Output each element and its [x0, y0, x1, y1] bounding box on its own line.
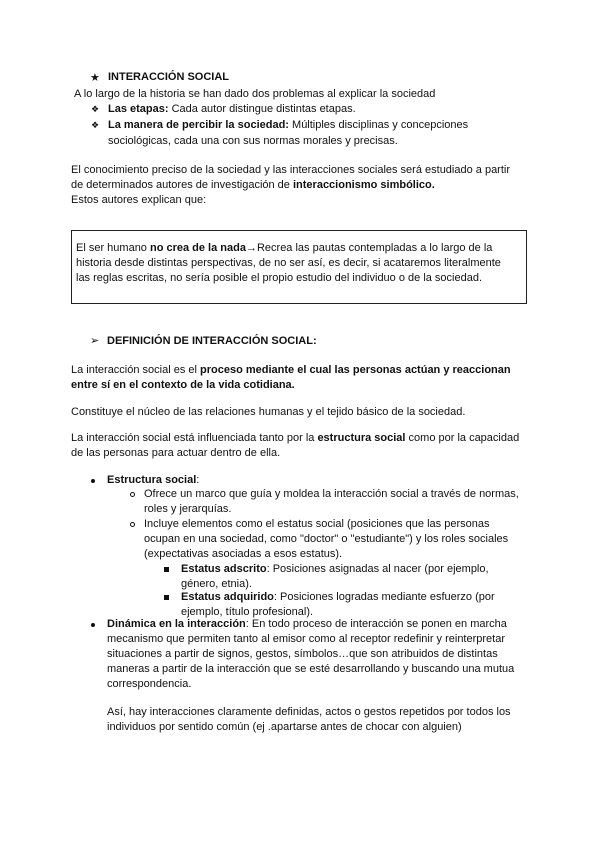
- quote-line-2: historia desde distintas perspectivas, de no ser así, es decir, si acataremos literalmente: [76, 257, 501, 269]
- diamond-bullet-icon: ❖: [91, 104, 100, 114]
- bullet-circle-icon: [130, 522, 135, 527]
- section-title-definicion: DEFINICIÓN DE INTERACCIÓN SOCIAL:: [107, 335, 317, 347]
- influencia-line-2: de las personas para actuar dentro de ella.: [71, 447, 281, 459]
- definition-line-1: La interacción social es el proceso mediante el cual las personas actúan y reaccionan: [71, 364, 511, 376]
- dinamica-line2: mecanismo que permiten tanto al emisor como al receptor redefinir y reinterpretar: [107, 633, 506, 645]
- bullet-dot-icon: [91, 479, 95, 483]
- item-manera-percibir-cont: sociológicas, cada una con sus normas morales y precisas.: [108, 135, 398, 147]
- item-etapas: Las etapas: Cada autor distingue distintas etapas.: [108, 103, 356, 115]
- nucleo-text: Constituye el núcleo de las relaciones humanas y el tejido básico de la sociedad.: [71, 406, 466, 418]
- section-title-interaccion-social: INTERACCIÓN SOCIAL: [108, 71, 229, 83]
- dinamica-line3: situaciones a partir de signos, gestos, símbolos…que son atribuidos de distintas: [107, 648, 498, 660]
- quote-line-1: El ser humano no crea de la nada→Recrea las pautas contempladas a lo largo de la: [76, 242, 493, 254]
- asi-line2: individuos por sentido común (ej .apartarse antes de chocar con alguien): [107, 721, 462, 733]
- dinamica-line5: correspondencia.: [107, 678, 192, 690]
- asi-line1: Así, hay interacciones claramente definidas, actos o gestos repetidos por todos los: [107, 706, 511, 718]
- diamond-bullet-icon: ❖: [91, 120, 100, 130]
- estructura-sub1-line2: roles y jerarquías.: [144, 503, 232, 515]
- estructura-sub1-line1: Ofrece un marco que guía y moldea la interacción social a través de normas,: [144, 488, 519, 500]
- dinamica-line4: maneras a partir de la interacción que se esté desarrollando y buscando una mutua: [107, 663, 515, 675]
- definition-line-2: entre sí en el contexto de la vida cotidiana.: [71, 379, 295, 391]
- estatus-adquirido-line1: Estatus adquirido: Posiciones logradas mediante esfuerzo (por: [181, 591, 495, 603]
- paragraph-autores: Estos autores explican que:: [71, 194, 207, 206]
- estatus-adquirido-line2: ejemplo, título profesional).: [181, 606, 314, 618]
- estatus-adscrito-line1: Estatus adscrito: Posiciones asignadas al nacer (por ejemplo,: [181, 563, 489, 575]
- paragraph-conocimiento-line2: de determinados autores de investigación de interaccionismo simbólico.: [71, 179, 435, 191]
- bullet-square-icon: [164, 567, 169, 572]
- bullet-circle-icon: [130, 492, 135, 497]
- influencia-line-1: La interacción social está influenciada tanto por la estructura social como por la capacidad: [71, 432, 520, 444]
- estatus-adscrito-line2: género, etnia).: [181, 578, 252, 590]
- estructura-sub2-line1: Incluye elementos como el estatus social (posiciones que las personas: [144, 518, 490, 530]
- arrow-bullet-icon: ➢: [90, 335, 100, 347]
- star-bullet-icon: ★: [90, 72, 100, 84]
- estructura-sub2-line3: (expectativas asociadas a esos estatus).: [144, 548, 343, 560]
- item-manera-percibir: La manera de percibir la sociedad: Múltiples disciplinas y concepciones: [108, 119, 469, 131]
- bullet-dot-icon: [91, 623, 95, 627]
- estructura-sub2-line2: ocupan en una sociedad, como "doctor" o "estudiante") y los roles sociales: [144, 533, 509, 545]
- estructura-social-item: Estructura social:: [107, 474, 200, 486]
- intro-text: A lo largo de la historia se han dado dos problemas al explicar la sociedad: [74, 88, 436, 100]
- quote-line-3: las reglas escritas, no sería posible el propio estudio del individuo o de la sociedad.: [76, 272, 483, 284]
- dinamica-line1: Dinámica en la interacción: En todo proceso de interacción se ponen en marcha: [107, 618, 507, 630]
- paragraph-conocimiento: El conocimiento preciso de la sociedad y las interacciones sociales será estudiado a partir: [71, 164, 511, 176]
- bullet-square-icon: [164, 595, 169, 600]
